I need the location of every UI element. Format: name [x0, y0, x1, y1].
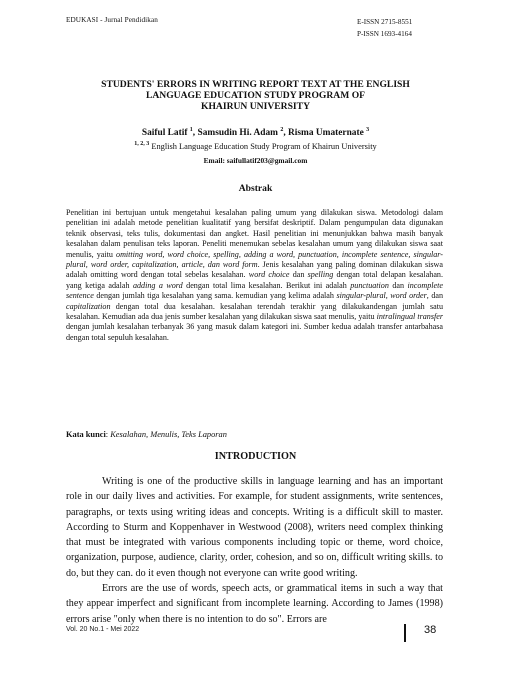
paragraph: Errors are the use of words, speech acts, or grammatical items in such a way that they appear imperfect and significant from incomplete learning. According to James (1998) errors arise "only when there is no intention to do so". Errors are: [66, 583, 443, 625]
abstract-part: Penelitian ini bertujuan untuk mengetahui kesalahan paling umum yang dilakukan siswa. Metodologi dalam penelitian ini adalah metode penelitian kualitatif yang bersifat deskriptif. Dalam pengumpulan data digunakan teknik observasi, teks tulis, dokumentasi dan angket. Hasil penelitian ini menunjukkan bahwa masih banyak kesalahan dalam penulisan teks laporan. Peneliti menemukan sebelas kesalahan umum yang dilakukan siswa saat menulis, yaitu: [66, 208, 443, 259]
abstract-italic: adding a word: [132, 280, 183, 290]
abstract-part: dengan total lima kesalahan. Berikut ini adalah: [182, 280, 351, 290]
author-3-sup: 3: [366, 127, 370, 133]
page-number: 38: [424, 624, 437, 636]
abstract-italic: singular-plural, word order: [336, 291, 427, 301]
abstract-italic: capitalization: [66, 301, 111, 311]
title-line-3: KHAIRUN UNIVERSITY: [200, 100, 310, 112]
abstract-italic: omitting word, word choice, spelling, adding a word, punctuation, incomplete sentence, singular-plural, word order, capitalization, article, dan word form: [66, 249, 443, 270]
abstract-italic: intralingual transfer: [376, 312, 443, 322]
pissn: P-ISSN 1693-4164: [357, 30, 412, 38]
abstract-italic: spelling: [307, 270, 334, 280]
paragraph: Writing is one of the productive skills in language learning and has an important role in our daily lives and activities. For example, for student assignments, write sentences, paragraphs, or texts using writing ideas and concepts. Writing is a difficult skill to master. According to Sturm and Koppenhaver in Westwood (2008), writers need complex thinking that must be integrated with various components including topic or theme, word choice, organization, purpose, audience, clarity, order, cohesion, and so on, difficult writing skills. to do, but they can. do it even though not everyone can write good writing.: [66, 476, 443, 579]
abstract-part: dengan jumlah kesalahan terbanyak 36 yang masuk dalam kategori ini. Sumber kedua adalah transfer antarbahasa dengan total sepuluh kesalahan.: [66, 322, 443, 342]
author-email: Email: saifullatif203@gmail.com: [203, 156, 308, 165]
keywords: [66, 430, 443, 439]
abstract-part: , dan: [426, 291, 444, 301]
author-list: Saiful Latif $^1$, Samsudin Hi. Adam $^2$, Risma Umaternate $^3$: [141, 127, 370, 139]
volume-info: Vol. 20 No.1 - Mei 2022: [66, 626, 140, 633]
author-2: Samsudin Hi. Adam: [197, 128, 278, 139]
title-line-1: STUDENTS' ERRORS IN WRITING REPORT TEXT AT THE ENGLISH: [101, 79, 410, 90]
title-line-2: LANGUAGE EDUCATION STUDY PROGRAM OF: [145, 89, 366, 101]
paper-title: [60, 80, 451, 112]
introduction-heading: INTRODUCTION: [214, 451, 297, 462]
journal-name: EDUKASI - Jurnal Pendidikan: [66, 16, 158, 24]
abstract-part: dengan total delapan kesalahan. yang ketiga adalah: [66, 270, 444, 290]
abstract-part: . Jenis kesalahan yang paling dominan dilakukan siswa adalah omitting word dengan total sebelas kesalahan.: [66, 260, 443, 280]
keywords-label: Kata kunci: [66, 430, 106, 439]
abstract-part: dengan total dua kesalahan. kesalahan terendah terakhir yang dilakukandengan jumlah satu kesalahan. Kemudian ada dua jenis sumber kesalahan yang dilakukan siswa saat menulis, yaitu: [66, 301, 443, 322]
abstract-part: dengan jumlah tiga kesalahan yang sama. kemudian yang kelima adalah: [93, 291, 337, 301]
abstract-part: dan: [289, 270, 308, 280]
abstract-italic: punctuation: [350, 280, 389, 290]
introduction-body: [66, 474, 443, 627]
issn-block: [357, 16, 412, 40]
footer-divider: [404, 624, 406, 642]
abstract-heading: Abstrak: [238, 183, 273, 194]
keywords-sep: :: [105, 430, 111, 439]
affiliation-sup: 1, 2, 3: [134, 141, 150, 147]
abstract-italic: incomplete sentence: [66, 280, 443, 301]
author-1: Saiful Latif: [141, 128, 188, 139]
abstract-italic: word choice: [248, 270, 290, 280]
eissn: E-ISSN 2715-8551: [357, 18, 413, 26]
affiliation-text: English Language Education Study Program of Khairun University: [151, 141, 377, 151]
affiliation: [60, 141, 451, 151]
keywords-value: Kesalahan, Menulis, Teks Laporan: [110, 430, 227, 439]
author-1-sup: 1: [189, 127, 193, 133]
author-2-sup: 2: [280, 127, 284, 133]
abstract-part: dan: [388, 280, 408, 290]
abstract-body: [66, 208, 443, 343]
author-3: Risma Umaternate: [288, 128, 364, 139]
